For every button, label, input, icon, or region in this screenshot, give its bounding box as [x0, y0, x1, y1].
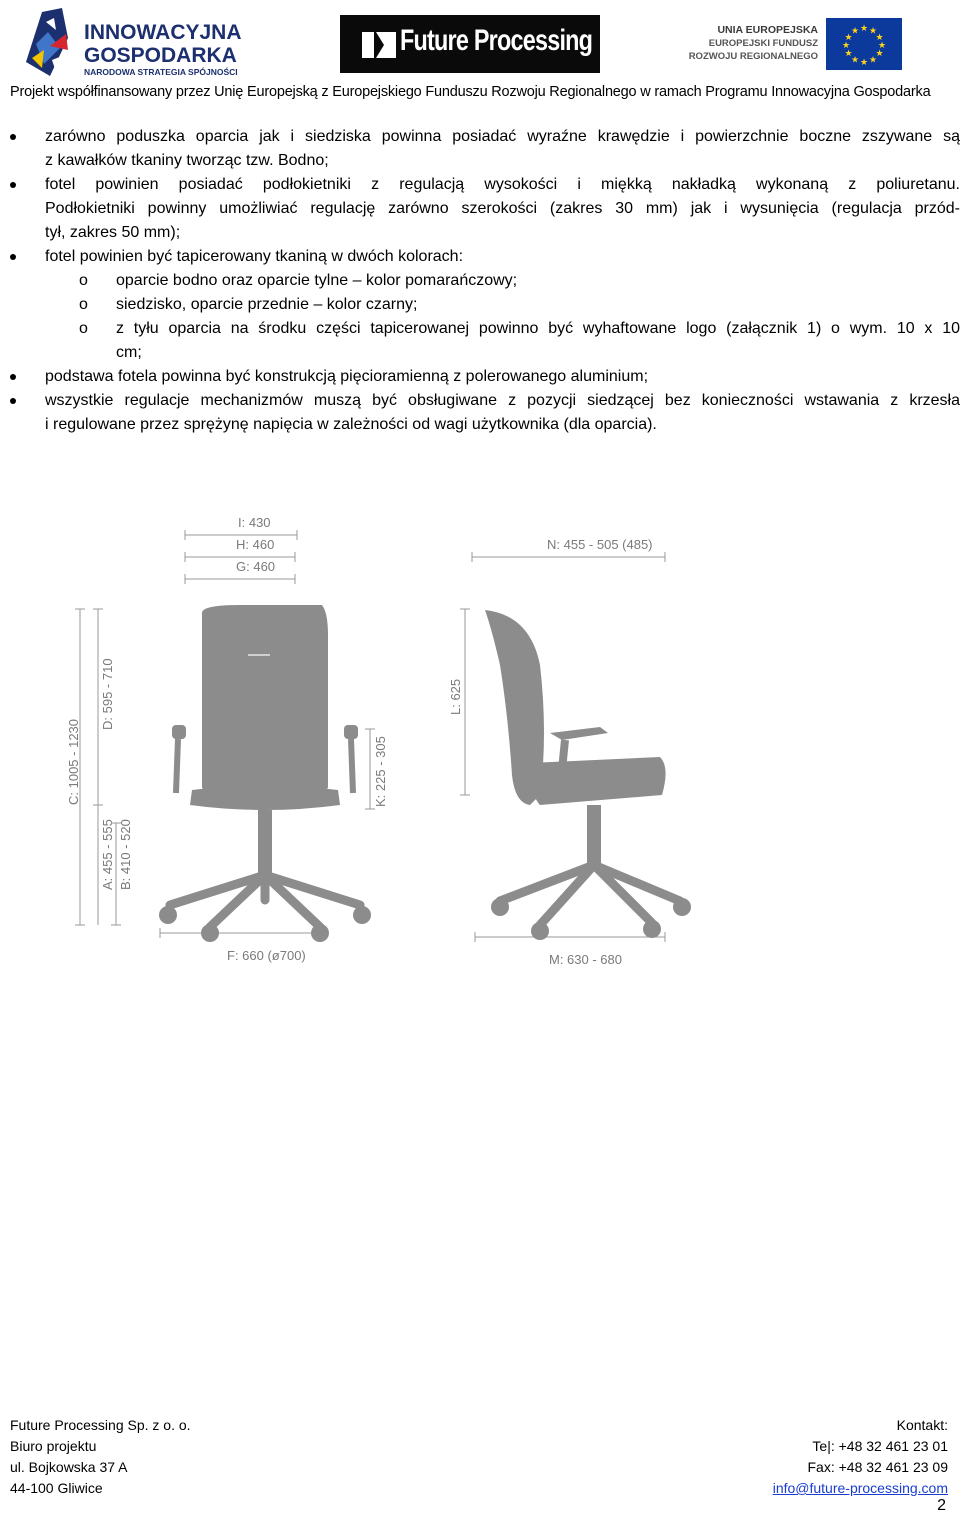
dimension-label-f: F: 660 (ø700) — [227, 948, 306, 963]
footer-fax: Fax: +48 32 461 23 09 — [807, 1459, 948, 1475]
list-item — [0, 389, 960, 437]
chair-dimension-drawing — [60, 505, 720, 975]
sub-list-item — [0, 269, 960, 293]
bullet-icon — [10, 254, 16, 260]
footer-contact-label: Kontakt: — [896, 1417, 948, 1433]
svg-text:★: ★ — [841, 41, 851, 51]
innowacyjna-gospodarka-logo — [22, 4, 272, 82]
bullet-icon — [10, 374, 16, 380]
future-processing-mark-icon — [362, 32, 396, 58]
list-item — [0, 245, 960, 269]
svg-text:★: ★ — [868, 26, 878, 37]
dimension-label-i: I: 430 — [238, 515, 271, 530]
sub-bullet-icon: o — [79, 272, 88, 289]
svg-text:★: ★ — [868, 55, 878, 66]
sub-list-item — [0, 317, 960, 365]
svg-text:★: ★ — [850, 55, 860, 66]
list-item-line: fotel powinien być tapicerowany tkaniną w dwóch kolorach: — [45, 248, 464, 265]
dimension-label-b: B: 410 - 520 — [118, 819, 133, 890]
footer-street: ul. Bojkowska 37 A — [10, 1459, 128, 1475]
eu-logo-line2: EUROPEJSKI FUNDUSZ — [708, 38, 818, 49]
dimension-label-d: D: 595 - 710 — [100, 658, 115, 730]
svg-text:NARODOWA STRATEGIA SPÓJNOŚCI: NARODOWA STRATEGIA SPÓJNOŚCI — [84, 67, 238, 77]
list-item-line: siedzisko, oparcie przednie – kolor czarny; — [116, 296, 418, 313]
svg-text:★: ★ — [844, 33, 853, 43]
svg-text:GOSPODARKA: GOSPODARKA — [84, 44, 237, 67]
svg-text:★: ★ — [877, 41, 887, 51]
bullet-icon — [10, 398, 16, 404]
eu-logo-text — [688, 24, 818, 63]
page-number: 2 — [937, 1497, 946, 1514]
list-item-line: i regulowane przez sprężynę napięcia w zależności od wagi użytkownika (dla oparcia). — [45, 416, 657, 433]
svg-text:★: ★ — [875, 33, 884, 43]
footer-city: 44-100 Gliwice — [10, 1480, 103, 1496]
list-item-line: z kawałków tkaniny tworząc tzw. Bodno; — [45, 152, 329, 169]
list-item-line: fotel powinien posiadać podłokietniki z regulacją wysokości i miękką nakładką wykonaną z poliuretanu. — [45, 176, 960, 193]
list-item-line: podstawa fotela powinna być konstrukcją pięcioramienną z polerowanego aluminium; — [45, 368, 649, 385]
list-item-line: wszystkie regulacje mechanizmów muszą być obsługiwane z pozycji siedzącej bez konieczności wstawania z krzesła — [45, 392, 960, 409]
list-item-line: Podłokietniki powinny umożliwiać regulację zarówno szerokości (zakres 30 mm) jak i wysunięcia (regulacja przód- — [45, 200, 960, 217]
project-tagline: Projekt współfinansowany przez Unię Europejską z Europejskiego Funduszu Rozwoju Regionalnego w ramach Programu Innowacyjna Gospodarka — [10, 84, 931, 100]
dimension-label-m: M: 630 - 680 — [549, 952, 622, 967]
eu-flag-icon — [826, 18, 902, 70]
footer-tel: Te|: +48 32 461 23 01 — [812, 1438, 948, 1454]
footer-email-link[interactable]: info@future-processing.com — [772, 1480, 948, 1496]
eu-logo — [686, 18, 904, 72]
list-item-line: z tyłu oparcia na środku części tapicerowanej powinno być wyhaftowane logo (załącznik 1) o wym. 10 x 10 — [116, 320, 960, 337]
footer-address — [10, 1415, 191, 1499]
footer-contact — [773, 1415, 948, 1499]
dimension-label-g: G: 460 — [236, 559, 276, 574]
innowacyjna-gospodarka-emblem — [22, 4, 272, 82]
svg-text:★: ★ — [875, 49, 884, 59]
sub-bullet-icon: o — [79, 320, 88, 337]
list-item-line: tył, zakres 50 mm); — [45, 224, 181, 241]
eu-logo-line1: UNIA EUROPEJSKA — [717, 24, 818, 36]
dimension-label-l: L: 625 — [448, 678, 463, 715]
future-processing-logo — [340, 15, 600, 73]
list-item-line: cm; — [116, 344, 142, 361]
list-item-line: oparcie bodno oraz oparcie tylne – kolor pomarańczowy; — [116, 272, 518, 289]
svg-text:★: ★ — [859, 58, 869, 68]
svg-text:★: ★ — [859, 24, 869, 34]
dimension-label-n: N: 455 - 505 (485) — [547, 537, 653, 552]
svg-text:★: ★ — [850, 26, 860, 37]
sub-bullet-icon: o — [79, 296, 88, 313]
dimension-label-a: A: 455 - 555 — [100, 819, 115, 890]
future-processing-wordmark: Future Processing — [400, 24, 593, 57]
bullet-icon — [10, 134, 16, 140]
chair-front-view — [159, 605, 371, 942]
svg-text:★: ★ — [844, 49, 853, 59]
dimension-label-h: H: 460 — [236, 537, 275, 552]
dimension-label-k: K: 225 - 305 — [373, 736, 388, 807]
footer-office: Biuro projektu — [10, 1438, 97, 1454]
svg-text:INNOWACYJNA: INNOWACYJNA — [84, 21, 242, 44]
sub-list-item — [0, 293, 960, 317]
dimension-label-c: C: 1005 - 1230 — [66, 718, 81, 805]
chair-side-view — [485, 610, 691, 940]
list-item — [0, 365, 960, 389]
footer-company: Future Processing Sp. z o. o. — [10, 1417, 191, 1433]
requirements-list — [0, 125, 960, 437]
bullet-icon — [10, 182, 16, 188]
eu-logo-line3: ROZWOJU REGIONALNEGO — [688, 51, 818, 62]
list-item-line: zarówno poduszka oparcia jak i siedziska powinna posiadać wyraźne krawędzie i powierzchnie boczne zszywane są — [45, 128, 960, 145]
list-item — [0, 173, 960, 245]
list-item — [0, 125, 960, 173]
